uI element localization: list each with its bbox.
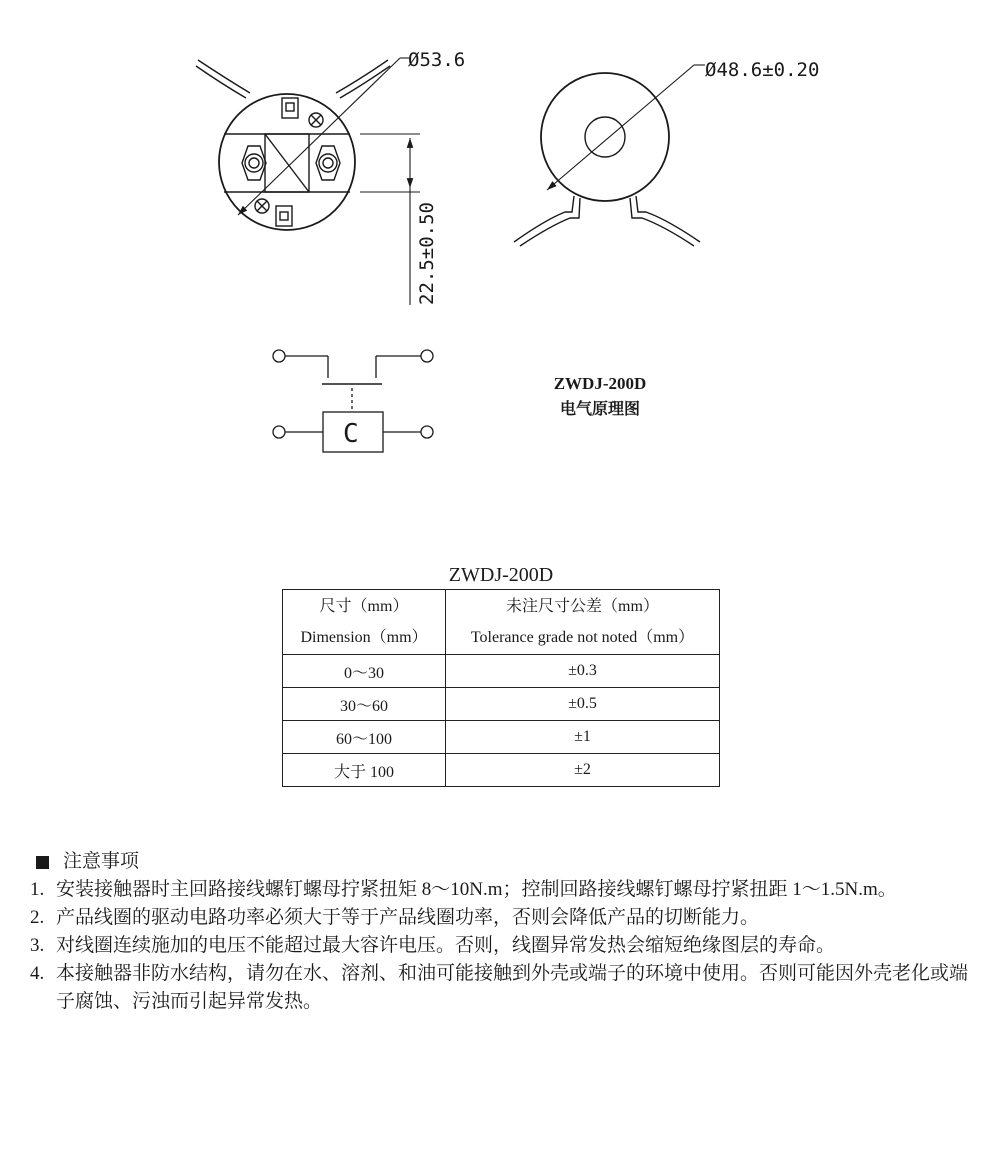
tolerance-header	[446, 590, 720, 655]
note-text: 本接触器非防水结构，请勿在水、溶剂、和油可能接触到外壳或端子的环境中使用。否则可能因外壳老化或端子腐蚀、污浊而引起异常发热。	[56, 963, 969, 1012]
schematic-caption: 电气原理图	[559, 399, 640, 418]
table-row	[283, 721, 720, 754]
note-number: 2.	[30, 907, 45, 928]
dimension-header-en: Dimension（mm）	[300, 629, 428, 646]
notes-heading: 注意事项	[63, 851, 140, 872]
dimension-header	[283, 590, 446, 655]
note-text: 对线圈连续施加的电压不能超过最大容许电压。否则，线圈异常发热会缩短绝缘图层的寿命。	[56, 935, 836, 956]
front-diameter-label: Ø53.6	[408, 49, 466, 71]
model-name: ZWDJ-200D	[553, 374, 647, 393]
note-item	[30, 904, 980, 932]
coil-label: C	[343, 419, 359, 449]
dimension-cell: 30～60	[283, 688, 446, 721]
dimension-cell: 60～100	[283, 721, 446, 754]
front-view	[196, 58, 420, 305]
back-diameter-label: Ø48.6±0.20	[705, 59, 820, 81]
tolerance-cell: ±0.3	[446, 655, 720, 688]
square-bullet-icon	[36, 856, 49, 869]
dimension-header-cn: 尺寸（mm）	[319, 598, 409, 615]
note-item	[30, 960, 980, 1016]
table-row	[283, 754, 720, 787]
note-item	[30, 932, 980, 960]
tolerance-cell: ±1	[446, 721, 720, 754]
table-row	[283, 655, 720, 688]
table-header-row	[283, 590, 720, 655]
table-title: ZWDJ-200D	[448, 564, 554, 586]
note-number: 1.	[30, 879, 45, 900]
technical-drawing	[0, 0, 1000, 500]
tolerance-table	[282, 589, 720, 787]
note-number: 4.	[30, 963, 45, 984]
table-row	[283, 688, 720, 721]
dimension-cell: 大于 100	[283, 754, 446, 787]
model-caption	[520, 372, 680, 422]
tolerance-header-en: Tolerance grade not noted（mm）	[470, 629, 695, 646]
note-number: 3.	[30, 935, 45, 956]
note-text: 产品线圈的驱动电路功率必须大于等于产品线圈功率，否则会降低产品的切断能力。	[56, 907, 760, 928]
tolerance-header-cn: 未注尺寸公差（mm）	[506, 598, 659, 615]
tolerance-cell: ±2	[446, 754, 720, 787]
notes-heading-row	[30, 848, 980, 876]
tolerance-cell: ±0.5	[446, 688, 720, 721]
note-text: 安装接触器时主回路接线螺钉螺母拧紧扭矩 8～10N.m；控制回路接线螺钉螺母拧紧扭距 1～1.5N.m。	[56, 879, 897, 900]
notes-section	[30, 848, 980, 1016]
height-dimension-label: 22.5±0.50	[416, 202, 438, 305]
dimension-cell: 0～30	[283, 655, 446, 688]
back-view	[514, 65, 705, 246]
note-item	[30, 876, 980, 904]
